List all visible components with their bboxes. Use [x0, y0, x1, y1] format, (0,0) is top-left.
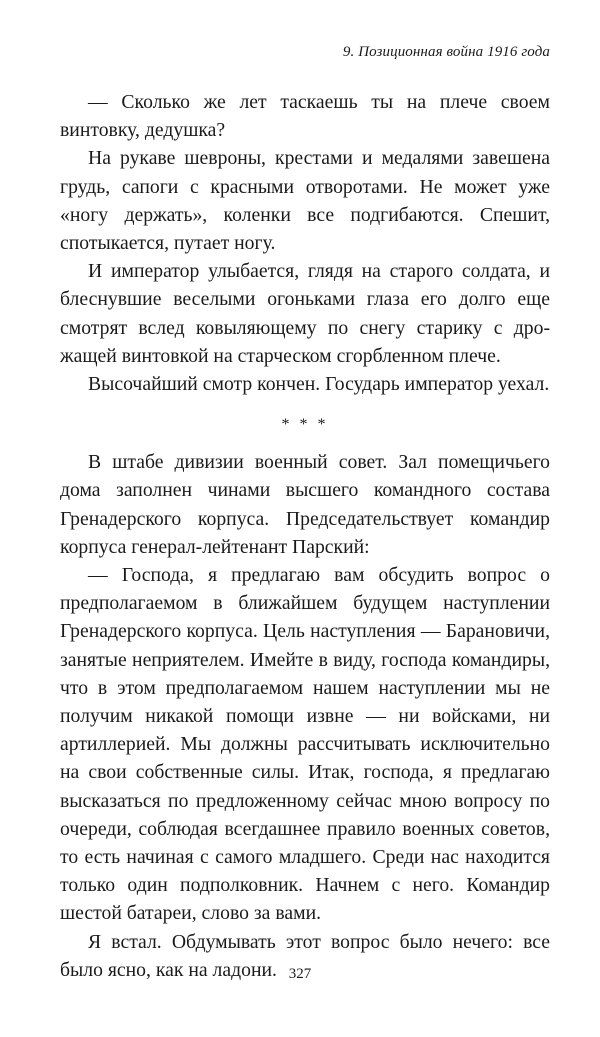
page-number: 327	[288, 966, 312, 982]
paragraph: — Сколько же лет таскаешь ты на плече своем винтовку, дедушка?	[60, 91, 550, 142]
paragraph: И император улыбается, глядя на старого солдата, и блеснувшие веселыми огоньками глаза его долго еще смотрят вслед ковыляющему по снегу старику с дрожащей винтовкой на старческом сгорбленном плече.	[60, 260, 550, 367]
paragraph: В штабе дивизии военный совет. Зал помещичьего дома заполнен чинами высшего командного состава Гренадерского корпуса. Председательствует командир корпуса генерал-лейтенант Парский:	[60, 451, 550, 558]
body-text	[60, 88, 550, 984]
paragraph: — Господа, я предлагаю вам обсудить вопрос о предполагаемом в ближайшем будущем наступлении Гренадерского корпуса. Цель наступления — Барановичи, занятые неприятелем. Имейте в виду, господа командиры, что в этом предполагаемом нашем наступлении мы не получим никакой помощи извне — ни войсками, ни артиллерией. Мы должны рассчитывать исключительно на свои собственные силы. Итак, господа, я предлагаю высказаться по предложенному сейчас мною вопросу по очереди, соблюдая всегдашнее правило военных советов, то есть начиная с самого младшего. Среди нас находится только один подполковник. Начнем с него. Командир шестой батареи, слово за вами.	[60, 564, 550, 925]
section-separator: * * *	[281, 416, 329, 434]
running-header: 9. Позиционная война 1916 года	[342, 44, 550, 60]
paragraph: Высочайший смотр кончен. Государь император уехал.	[88, 373, 550, 396]
paragraph: Я встал. Обдумывать этот вопрос было нечего: все было ясно, как на ладони.	[60, 930, 550, 981]
paragraph: На рукаве шевроны, крестами и медалями завешена грудь, сапоги с красными отворотами. Не может уже «ногу держать», коленки все подгибаются. Спешит, спотыкается, путает ногу.	[60, 147, 550, 255]
